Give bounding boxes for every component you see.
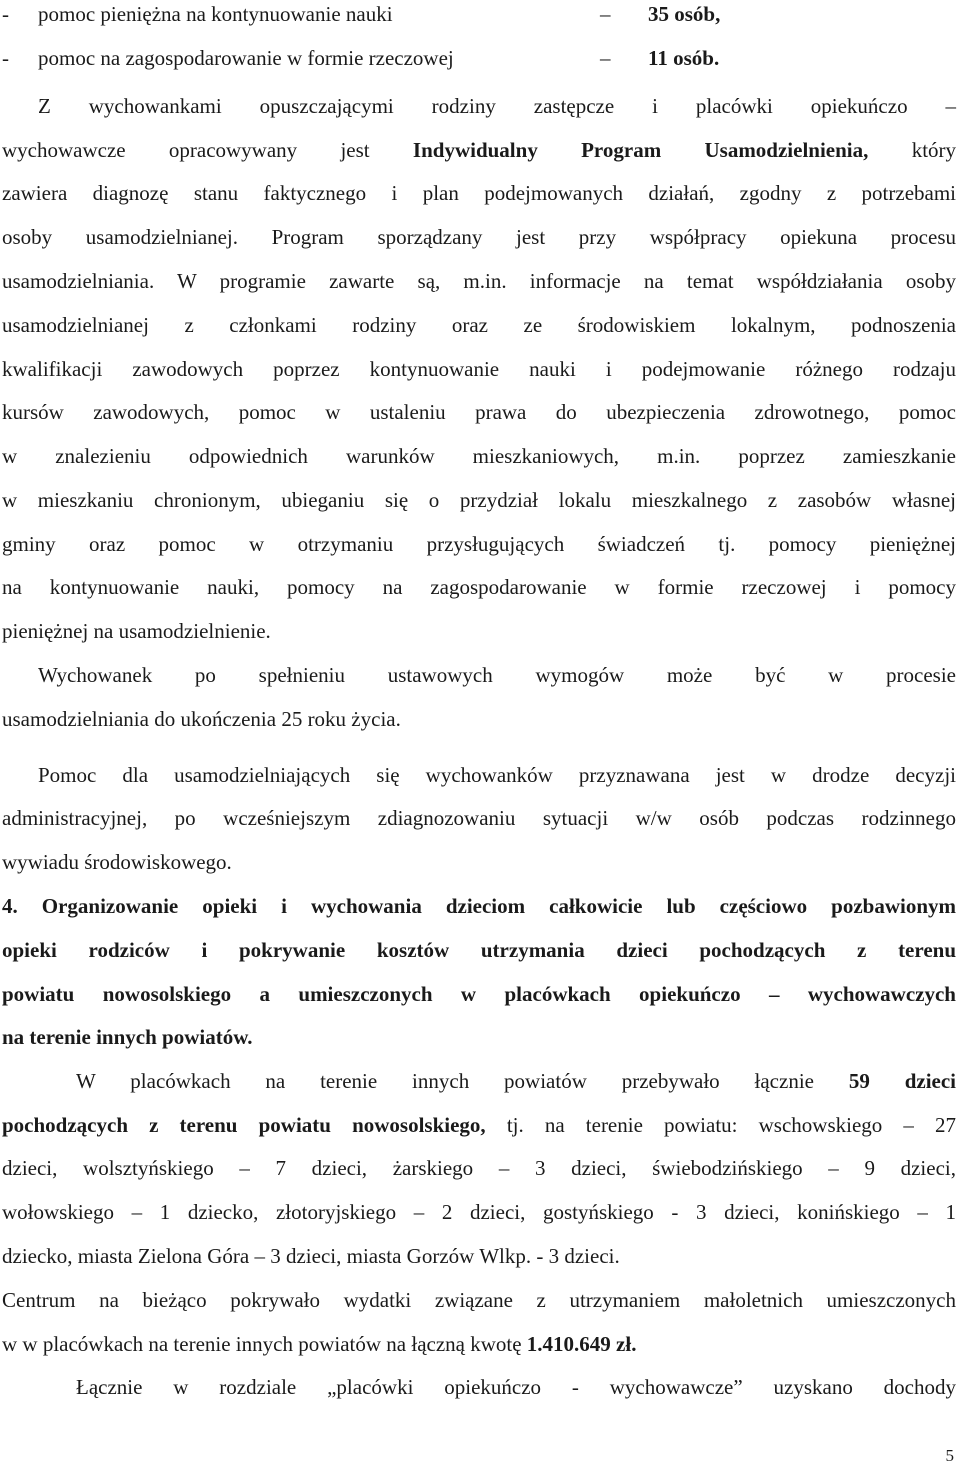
text-line: dzieci, wolsztyńskiego – 7 dzieci, żarskiego – 3 dzieci, świebodzińskiego – 9 dzieci, — [2, 1156, 956, 1180]
text-line: gminy oraz pomoc w otrzymaniu przysługujących świadczeń tj. pomocy pieniężnej — [2, 532, 956, 556]
text-line: usamodzielnianej z członkami rodziny oraz ze środowiskiem lokalnym, podnoszenia — [2, 313, 956, 337]
list-item-value: 35 osób, — [648, 2, 721, 26]
heading-line: opieki rodziców i pokrywanie kosztów utrzymania dzieci pochodzących z terenu — [2, 938, 956, 962]
children-count: 59 dzieci — [848, 1069, 957, 1093]
text-line: dziecko, miasta Zielona Góra – 3 dzieci, miasta Gorzów Wlkp. - 3 dzieci. — [2, 1244, 620, 1268]
text-line: w znalezieniu odpowiednich warunków mieszkaniowych, m.in. poprzez zamieszkanie — [2, 444, 956, 468]
text-line: w mieszkaniu chronionym, ubieganiu się o przydział lokalu mieszkalnego z zasobów własnej — [2, 488, 956, 512]
list-item-label: pomoc pieniężna na kontynuowanie nauki — [38, 2, 393, 26]
text-line: osoby usamodzielnianej. Program sporządzany jest przy współpracy opiekuna procesu — [2, 225, 956, 249]
text-line: Centrum na bieżąco pokrywało wydatki związane z utrzymaniem małoletnich umieszczonych — [2, 1288, 956, 1312]
text-line: administracyjnej, po wcześniejszym zdiagnozowaniu sytuacji w/w osób podczas rodzinnego — [2, 806, 956, 830]
text-line: usamodzielniania. W programie zawarte są, m.in. informacje na temat współdziałania osoby — [2, 269, 956, 293]
text-line: Łącznie w rozdziale „placówki opiekuńczo - wychowawcze” uzyskano dochody — [76, 1375, 956, 1399]
text-line: wołowskiego – 1 dziecko, złotoryjskiego – 2 dzieci, gostyńskiego - 3 dzieci, konińskiego – 1 — [2, 1200, 956, 1224]
text-line: na kontynuowanie nauki, pomocy na zagospodarowanie w formie rzeczowej i pomocy — [2, 575, 956, 599]
text-line: kursów zawodowych, pomoc w ustaleniu prawa do ubezpieczenia zdrowotnego, pomoc — [2, 400, 956, 424]
heading-line: na terenie innych powiatów. — [2, 1025, 253, 1049]
list-item-value: 11 osób. — [648, 46, 720, 70]
text-line: W placówkach na terenie innych powiatów przebywało łącznie 59 dzieci — [76, 1069, 957, 1093]
text-line: Z wychowankami opuszczającymi rodziny zastępcze i placówki opiekuńczo – — [38, 94, 956, 118]
text-line: kwalifikacji zawodowych poprzez kontynuowanie nauki i podejmowanie różnego rodzaju — [2, 357, 956, 381]
list-item-separator: – — [600, 46, 611, 70]
text-line: pochodzących z terenu powiatu nowosolskiego, tj. na terenie powiatu: wschowskiego – 27 — [2, 1113, 957, 1137]
text-line: Pomoc dla usamodzielniających się wychowanków przyznawana jest w drodze decyzji — [38, 763, 956, 787]
list-item-separator: – — [600, 2, 611, 26]
text-line: pieniężnej na usamodzielnienie. — [2, 619, 271, 643]
list-dash: - — [2, 46, 9, 70]
program-name: Indywidualny Program Usamodzielnienia, — [412, 138, 869, 162]
text-line: usamodzielniania do ukończenia 25 roku życia. — [2, 707, 401, 731]
text-line: zawiera diagnozę stanu faktycznego i plan podejmowanych działań, zgodny z potrzebami — [2, 181, 956, 205]
heading-line: 4. Organizowanie opieki i wychowania dzieciom całkowicie lub częściowo pozbawionym — [2, 894, 956, 918]
text-line: wychowawcze opracowywany jest Indywidualny Program Usamodzielnienia, który — [2, 138, 957, 162]
total-amount: 1.410.649 zł. — [526, 1332, 637, 1356]
list-dash: - — [2, 2, 9, 26]
text-line: wywiadu środowiskowego. — [2, 850, 232, 874]
list-item-label: pomoc na zagospodarowanie w formie rzeczowej — [38, 46, 454, 70]
heading-line: powiatu nowosolskiego a umieszczonych w placówkach opiekuńczo – wychowawczych — [2, 982, 956, 1006]
page-number: 5 — [945, 1446, 954, 1465]
text-line: w w placówkach na terenie innych powiatów na łączną kwotę 1.410.649 zł. — [2, 1332, 637, 1356]
text-line: Wychowanek po spełnieniu ustawowych wymogów może być w procesie — [38, 663, 956, 687]
